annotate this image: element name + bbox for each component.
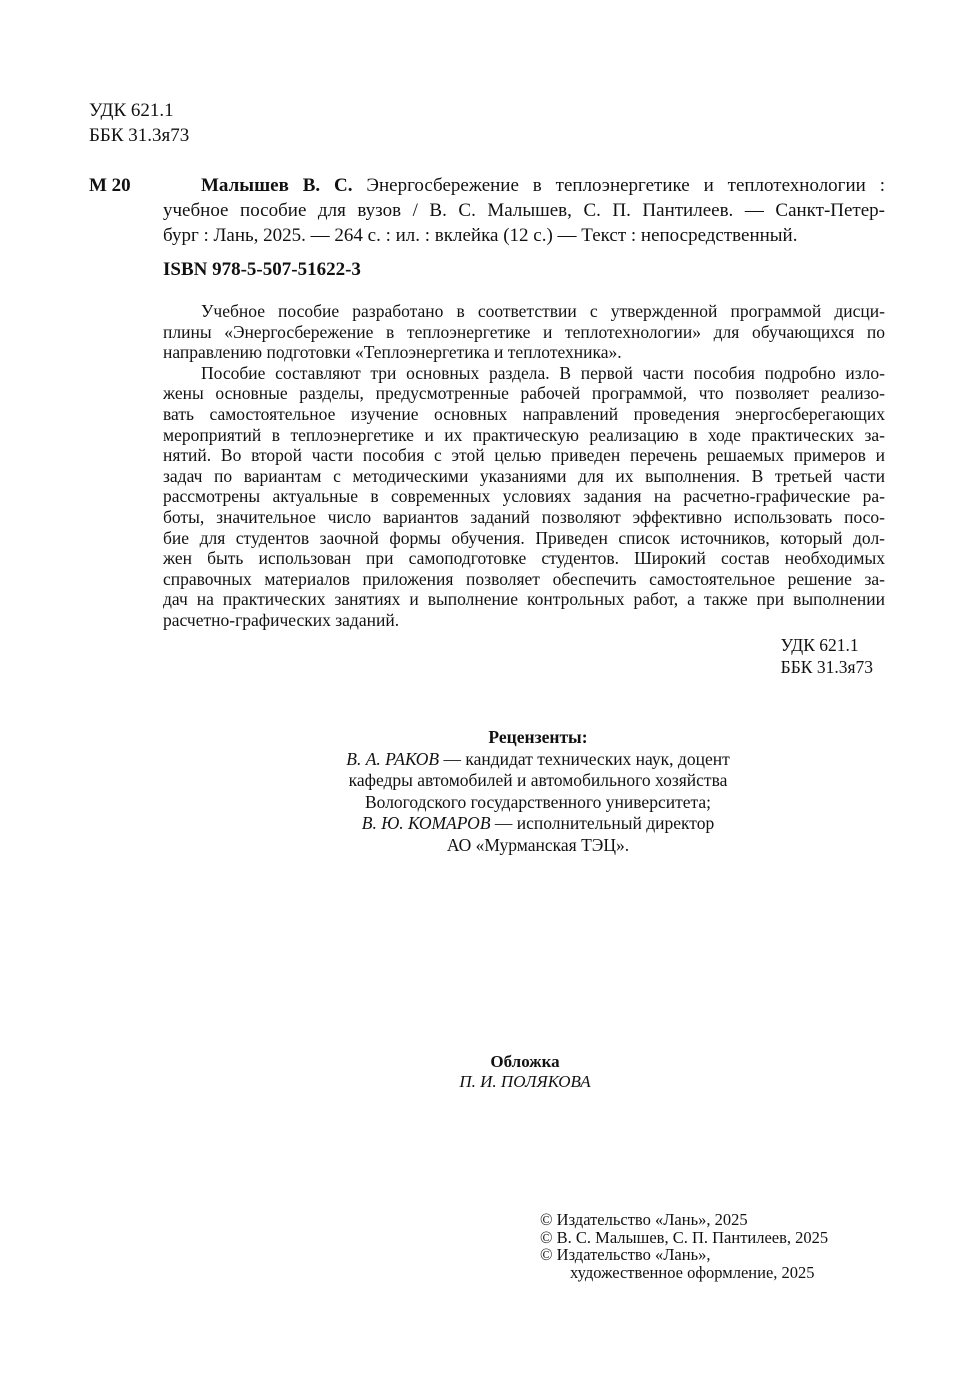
reviewer-2 [230,813,846,835]
biblio-title: Энергосбережение в теплоэнергетике и теплотехнологии : [352,175,885,196]
reviewer-1-university: Вологодского государственного университета; [365,791,711,812]
isbn: ISBN 978-5-507-51622-3 [163,259,361,280]
copyright-line: © Издательство «Лань», 2025 [540,1210,748,1229]
cover-credit [330,1052,720,1092]
abstract-line: нятий. Во второй части пособия с этой целью приведен перечень решаемых примеров и [163,445,885,466]
abstract-line: дач на практических занятиях и выполнение контрольных работ, а также при выполнении [163,589,885,610]
copyright-block [540,1211,828,1281]
udk-code: УДК 621.1 [89,100,174,121]
author-mark: М 20 [89,175,131,196]
abstract-line: задач по вариантам с методическими указаниями для их выполнения. В третьей части [163,465,885,486]
abstract-line: жены основные разделы, предусмотренные рабочей программой, что позволяет реализо- [163,383,885,404]
biblio-line-2: учебное пособие для вузов / В. С. Малышев, С. П. Пантилеев. — Санкт-Петер- [163,200,885,221]
biblio-line-1 [163,173,885,198]
reviewers-title: Рецензенты: [488,727,588,747]
abstract-line: Учебное пособие разработано в соответствии с утвержденной программой дисци- [201,301,885,321]
biblio-author: Малышев В. С. [201,175,353,196]
bbk-code-repeat: ББК 31.3я73 [780,657,873,677]
copyright-line: художественное оформление, 2025 [570,1262,815,1282]
reviewer-1-affiliation: кафедры автомобилей и автомобильного хозяйства [348,770,728,790]
reviewer-2-name: В. Ю. КОМАРОВ [361,813,491,833]
reviewer-1-name: В. А. РАКОВ [346,748,440,769]
reviewer-2-affiliation: АО «Мурманская ТЭЦ». [446,834,630,855]
abstract-line: боты, значительное число вариантов заданий позволяют эффективно использовать посо- [163,506,885,527]
abstract-line: направлению подготовки «Теплоэнергетика и теплотехника». [163,342,622,363]
copyright-line: © В. С. Малышев, С. П. Пантилеев, 2025 [540,1227,829,1247]
classification-codes-bottom [781,634,873,678]
cover-designer: П. И. ПОЛЯКОВА [459,1072,591,1091]
abstract-line: плины «Энергосбережение в теплоэнергетике и теплотехнологии» для обучающихся по [163,321,885,342]
biblio-line-3: бург : Лань, 2025. — 264 с. : ил. : вклейка (12 с.) — Текст : непосредственный. [163,225,798,246]
abstract-line: справочных материалов приложения позволяет обеспечить самостоятельное решение за- [163,568,885,589]
reviewer-1-position: — кандидат технических наук, доцент [439,748,730,769]
abstract-line: рассмотрены актуальные в современных условиях задания на расчетно-графические ра- [163,486,885,507]
abstract-line: вать самостоятельное изучение основных направлений проведения энергосберегающих [163,403,885,424]
abstract-line: жен быть использован при самоподготовке студентов. Широкий состав необходимых [163,548,885,569]
cover-title: Обложка [490,1052,560,1071]
abstract [163,301,885,631]
udk-code-repeat: УДК 621.1 [780,635,859,655]
bbk-code: ББК 31.3я73 [89,125,190,146]
classification-codes-top [89,98,189,148]
abstract-line: расчетно-графических заданий. [163,609,400,630]
reviewers-block [230,727,846,856]
reviewer-2-position: — исполнительный директор [490,813,715,833]
abstract-line: бие для студентов заочной формы обучения. Приведен список источников, который дол- [163,527,885,548]
reviewer-1 [230,749,846,771]
copyright-line: © Издательство «Лань», [540,1245,711,1264]
abstract-line: Пособие составляют три основных раздела. В первой части пособия подробно изло- [201,362,885,383]
bibliographic-record [163,173,885,248]
abstract-line: мероприятий в теплоэнергетике и их практическую реализацию в ходе практических за- [163,424,885,445]
